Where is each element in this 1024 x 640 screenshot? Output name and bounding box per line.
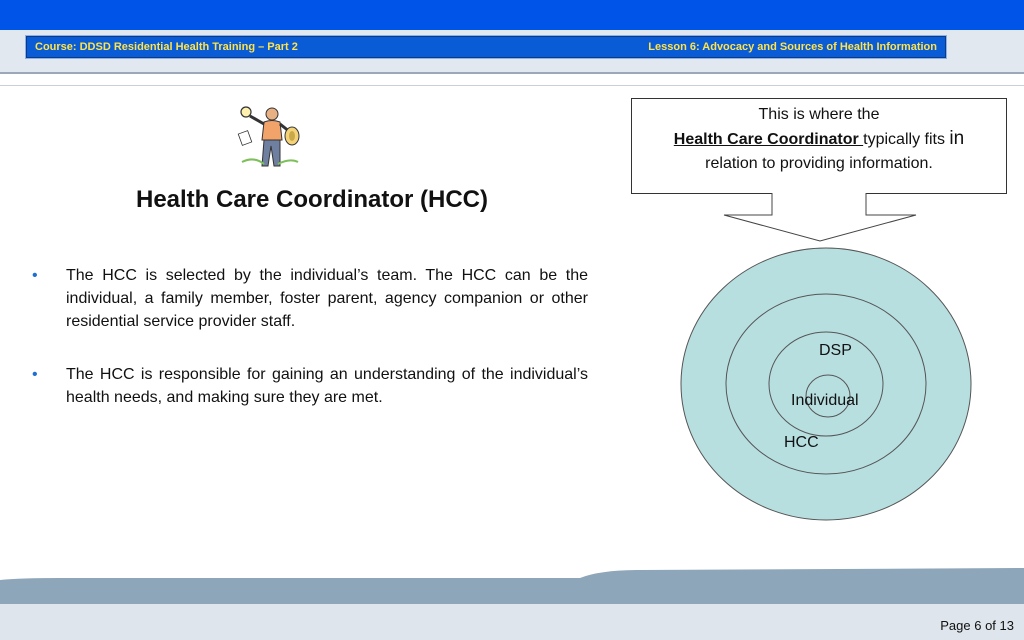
callout-hcc-label: Health Care Coordinator: [673, 131, 864, 148]
individual-label: Individual: [791, 392, 859, 409]
dsp-label: DSP: [819, 342, 852, 359]
course-title: Course: DDSD Residential Health Training – Part 2: [35, 41, 298, 53]
callout-box: [631, 98, 1007, 194]
bullet-text: The HCC is responsible for gaining an understanding of the individual’s health needs, and making sure they are met.: [66, 366, 588, 406]
footer-band: [0, 604, 1024, 640]
hcc-label: HCC: [784, 434, 819, 451]
bullet-marker: •: [32, 366, 38, 383]
lesson-title: Lesson 6: Advocacy and Sources of Health Information: [648, 41, 937, 53]
list-item: [32, 363, 588, 409]
course-banner: [26, 36, 946, 58]
callout-line-1: This is where the: [758, 106, 880, 123]
header-divider: [0, 72, 1024, 74]
page-number: Page 6 of 13: [940, 618, 1014, 633]
person-with-magnifier-icon: [234, 102, 304, 172]
footer-wave: [0, 566, 1024, 606]
callout-fits-text: typically fits: [863, 131, 950, 148]
sub-divider: [0, 85, 1024, 86]
callout-line-2: [632, 127, 1006, 152]
bullet-text: The HCC is selected by the individual’s team. The HCC can be the individual, a family member, foster parent, agency companion or other residential service provider staff.: [66, 267, 588, 330]
callout-line-3: relation to providing information.: [705, 155, 933, 172]
list-item: [32, 264, 588, 333]
slide-title: Health Care Coordinator (HCC): [135, 186, 489, 213]
bullet-list: [32, 264, 588, 439]
callout-in-text: in: [949, 128, 965, 149]
top-bar: [0, 0, 1024, 31]
concentric-circles-diagram: [676, 244, 976, 524]
down-arrow-icon: [700, 193, 940, 243]
bullet-marker: •: [32, 267, 38, 284]
